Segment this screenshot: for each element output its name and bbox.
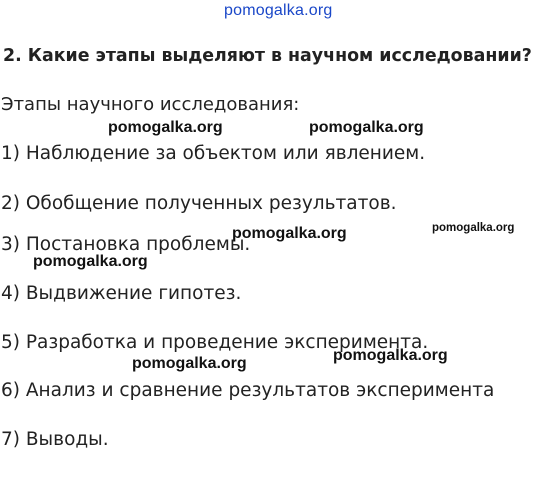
watermark: pomogalka.org <box>432 222 515 234</box>
step-item-6: 6) Анализ и сравнение результатов эксперимента <box>1 380 495 401</box>
step-item-1: 1) Наблюдение за объектом или явлением. <box>1 143 426 164</box>
watermark: pomogalka.org <box>333 347 448 364</box>
watermark: pomogalka.org <box>232 225 347 242</box>
watermark: pomogalka.org <box>108 119 223 136</box>
watermark: pomogalka.org <box>132 355 247 372</box>
watermark: pomogalka.org <box>309 119 424 136</box>
step-item-4: 4) Выдвижение гипотез. <box>1 283 242 304</box>
step-item-5: 5) Разработка и проведение эксперимента. <box>1 332 429 353</box>
step-item-3: 3) Постановка проблемы. <box>1 234 251 255</box>
step-item-7: 7) Выводы. <box>1 429 109 450</box>
section-subtitle: Этапы научного исследования: <box>1 94 300 115</box>
step-item-2: 2) Обобщение полученных результатов. <box>1 193 397 214</box>
watermark: pomogalka.org <box>33 253 148 270</box>
watermark-top-link[interactable]: pomogalka.org <box>224 2 333 19</box>
question-heading: 2. Какие этапы выделяют в научном исследовании? <box>3 46 532 66</box>
